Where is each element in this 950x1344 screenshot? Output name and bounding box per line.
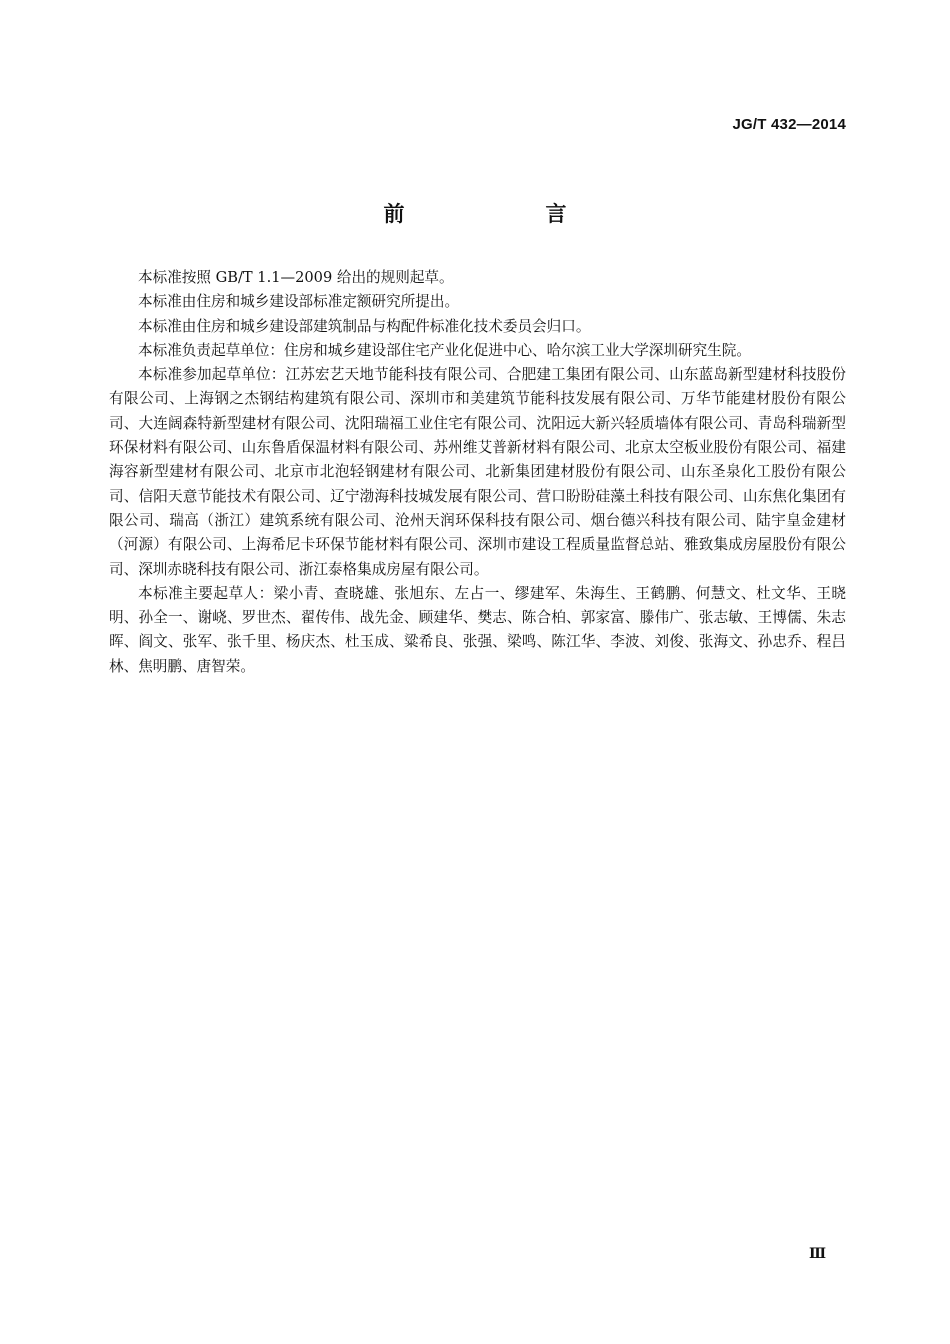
paragraph-responsible-units: 本标准负责起草单位：住房和城乡建设部住宅产业化促进中心、哈尔滨工业大学深圳研究生院。 <box>138 341 751 359</box>
paragraph-drafting-rules: 本标准按照 GB/T 1.1—2009 给出的规则起草。 <box>138 269 454 286</box>
page-number: Ⅲ <box>808 1247 826 1262</box>
paragraph-participating-units: 本标准参加起草单位：江苏宏艺天地节能科技有限公司、合肥建工集团有限公司、山东蓝岛新型建材科技股份有限公司、上海钢之杰钢结构建筑有限公司、深圳市和美建筑节能科技发展有限公司、万华节能建材股份有限公司、大连阔森特新型建材有限公司、沈阳瑞福工业住宅有限公司、沈阳远大新兴轻质墙体有限公司、青岛科瑞新型环保材料有限公司、山东鲁盾保温材料有限公司、苏州维艾普新材料有限公司、北京太空板业股份有限公司、福建海容新型建材有限公司、北京市北泡轻钢建材有限公司、北新集团建材股份有限公司、山东圣泉化工股份有限公司、信阳天意节能技术有限公司、辽宁渤海科技城发展有限公司、营口盼盼硅藻土科技有限公司、山东焦化集团有限公司、瑞高（浙江）建筑系统有限公司、沧州天润环保科技有限公司、烟台德兴科技有限公司、陆宇皇金建材（河源）有限公司、上海希尼卡环保节能材料有限公司、深圳市建设工程质量监督总站、雅致集成房屋股份有限公司、深圳赤晓科技有限公司、浙江泰格集成房屋有限公司。 <box>109 366 846 578</box>
document-body <box>109 266 846 679</box>
standard-code: JG/T 432—2014 <box>732 116 846 133</box>
paragraph-main-drafters: 本标准主要起草人：梁小青、查晓雄、张旭东、左占一、缪建军、朱海生、王鹤鹏、何慧文、杜文华、王晓明、孙全一、谢峣、罗世杰、翟传伟、战先金、顾建华、樊志、陈合柏、郭家富、滕伟广、张志敏、王博儒、朱志晖、阎文、张军、张千里、杨庆杰、杜玉成、粱希良、张强、梁鸣、陈江华、李波、刘俊、张海文、孙忠乔、程吕林、焦明鹏、唐智荣。 <box>109 584 846 675</box>
paragraph-administrator: 本标准由住房和城乡建设部建筑制品与构配件标准化技术委员会归口。 <box>138 317 591 335</box>
page-title: 前 言 <box>383 202 627 226</box>
paragraph-proposer: 本标准由住房和城乡建设部标准定额研究所提出。 <box>138 293 460 311</box>
